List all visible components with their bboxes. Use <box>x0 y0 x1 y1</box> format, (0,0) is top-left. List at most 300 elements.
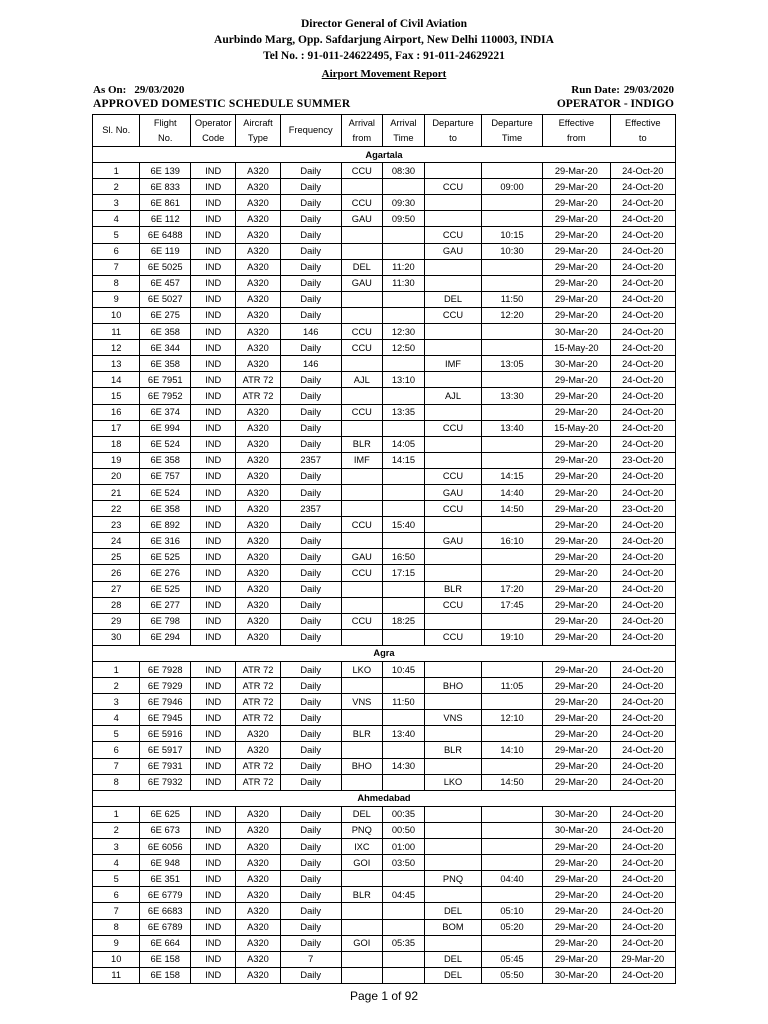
col-frequency-cell: Daily <box>280 388 341 404</box>
col-departure-time-cell <box>481 806 542 822</box>
col-effective-to-cell: 24-Oct-20 <box>610 517 675 533</box>
col-effective-from-cell: 29-Mar-20 <box>543 195 610 211</box>
col-effective-to-cell: 24-Oct-20 <box>610 356 675 372</box>
table-row <box>93 871 676 887</box>
col-departure-to-cell <box>425 839 482 855</box>
col-aircraft-type-cell: A320 <box>236 919 280 935</box>
col-operator-code-cell: IND <box>191 533 236 549</box>
operator-label: OPERATOR - INDIGO <box>556 98 674 110</box>
col-flight-no-cell: 6E 524 <box>140 484 191 500</box>
col-departure-to-cell: CCU <box>425 597 482 613</box>
col-departure-time-header <box>481 115 542 147</box>
table-row <box>93 597 676 613</box>
col-departure-time-cell: 14:50 <box>481 774 542 790</box>
col-sl-no-cell: 10 <box>93 307 140 323</box>
col-aircraft-type-cell: A320 <box>236 468 280 484</box>
table-row <box>93 275 676 291</box>
col-arrival-from-cell <box>341 388 382 404</box>
table-row <box>93 436 676 452</box>
col-operator-code-cell: IND <box>191 291 236 307</box>
table-row <box>93 710 676 726</box>
col-departure-to-cell <box>425 662 482 678</box>
col-flight-no-cell: 6E 158 <box>140 967 191 983</box>
col-flight-no-cell: 6E 5027 <box>140 291 191 307</box>
col-aircraft-type-cell: A320 <box>236 340 280 356</box>
col-aircraft-type-cell: A320 <box>236 404 280 420</box>
col-departure-time-cell <box>481 324 542 340</box>
col-effective-from-cell: 29-Mar-20 <box>543 662 610 678</box>
table-row <box>93 340 676 356</box>
col-departure-to-cell: DEL <box>425 903 482 919</box>
col-departure-to-cell: DEL <box>425 967 482 983</box>
col-aircraft-type-cell: A320 <box>236 581 280 597</box>
col-frequency-cell: Daily <box>280 468 341 484</box>
col-aircraft-type-cell: A320 <box>236 452 280 468</box>
col-effective-from-cell: 29-Mar-20 <box>543 211 610 227</box>
col-arrival-time-cell <box>382 742 424 758</box>
col-arrival-time-cell <box>382 951 424 967</box>
col-aircraft-type-header <box>236 115 280 147</box>
col-effective-to-cell: 24-Oct-20 <box>610 581 675 597</box>
header-line: Operator <box>194 117 232 128</box>
col-flight-no-cell: 6E 119 <box>140 243 191 259</box>
col-operator-code-cell: IND <box>191 919 236 935</box>
col-effective-to-cell: 24-Oct-20 <box>610 388 675 404</box>
col-departure-to-cell: PNQ <box>425 871 482 887</box>
col-departure-time-cell <box>481 211 542 227</box>
col-departure-time-cell <box>481 517 542 533</box>
col-operator-code-cell: IND <box>191 259 236 275</box>
col-departure-to-cell <box>425 694 482 710</box>
table-row <box>93 259 676 275</box>
col-arrival-from-cell <box>341 501 382 517</box>
col-departure-to-cell: CCU <box>425 468 482 484</box>
col-flight-no-cell: 6E 351 <box>140 871 191 887</box>
col-arrival-time-cell <box>382 967 424 983</box>
col-departure-time-cell: 05:20 <box>481 919 542 935</box>
col-effective-from-cell: 29-Mar-20 <box>543 919 610 935</box>
col-aircraft-type-cell: A320 <box>236 887 280 903</box>
table-row <box>93 420 676 436</box>
col-arrival-time-cell: 11:20 <box>382 259 424 275</box>
as-on-value: 29/03/2020 <box>134 84 185 96</box>
col-operator-code-cell: IND <box>191 324 236 340</box>
col-effective-to-cell: 23-Oct-20 <box>610 452 675 468</box>
col-effective-to-cell: 24-Oct-20 <box>610 919 675 935</box>
col-departure-time-cell <box>481 195 542 211</box>
col-arrival-time-cell <box>382 710 424 726</box>
col-arrival-from-cell <box>341 903 382 919</box>
col-departure-time-cell: 16:10 <box>481 533 542 549</box>
col-arrival-time-cell: 13:35 <box>382 404 424 420</box>
col-effective-from-cell: 29-Mar-20 <box>543 629 610 645</box>
table-row <box>93 484 676 500</box>
col-sl-no-cell: 13 <box>93 356 140 372</box>
col-arrival-from-cell: DEL <box>341 806 382 822</box>
table-header-row <box>93 115 676 147</box>
run-date-value: 29/03/2020 <box>623 84 674 96</box>
col-sl-no-cell: 15 <box>93 388 140 404</box>
col-aircraft-type-cell: A320 <box>236 822 280 838</box>
col-frequency-cell: Daily <box>280 291 341 307</box>
col-effective-from-cell: 29-Mar-20 <box>543 758 610 774</box>
col-arrival-time-cell: 15:40 <box>382 517 424 533</box>
col-effective-from-cell: 29-Mar-20 <box>543 388 610 404</box>
col-aircraft-type-cell: A320 <box>236 597 280 613</box>
col-sl-no-cell: 8 <box>93 275 140 291</box>
col-aircraft-type-cell: A320 <box>236 855 280 871</box>
col-arrival-from-cell <box>341 710 382 726</box>
table-row <box>93 678 676 694</box>
table-row <box>93 388 676 404</box>
table-row <box>93 533 676 549</box>
col-effective-from-cell: 29-Mar-20 <box>543 484 610 500</box>
col-departure-to-cell <box>425 340 482 356</box>
col-effective-to-cell: 24-Oct-20 <box>610 565 675 581</box>
col-flight-no-cell: 6E 5916 <box>140 726 191 742</box>
col-operator-code-cell: IND <box>191 388 236 404</box>
col-departure-time-cell <box>481 259 542 275</box>
col-departure-to-cell <box>425 855 482 871</box>
col-arrival-from-cell: CCU <box>341 517 382 533</box>
col-flight-no-cell: 6E 374 <box>140 404 191 420</box>
col-arrival-time-cell <box>382 468 424 484</box>
col-effective-from-cell: 29-Mar-20 <box>543 243 610 259</box>
col-departure-time-cell: 05:50 <box>481 967 542 983</box>
col-arrival-from-cell: CCU <box>341 195 382 211</box>
col-frequency-cell: 146 <box>280 356 341 372</box>
table-row <box>93 967 676 983</box>
col-departure-time-cell <box>481 935 542 951</box>
col-frequency-cell: Daily <box>280 163 341 179</box>
col-aircraft-type-cell: ATR 72 <box>236 710 280 726</box>
col-effective-from-cell: 29-Mar-20 <box>543 726 610 742</box>
col-effective-from-cell: 29-Mar-20 <box>543 694 610 710</box>
col-departure-to-cell <box>425 806 482 822</box>
col-arrival-time-cell <box>382 179 424 195</box>
col-departure-to-cell: DEL <box>425 291 482 307</box>
col-arrival-from-cell: GAU <box>341 549 382 565</box>
col-flight-no-cell: 6E 5025 <box>140 259 191 275</box>
col-arrival-from-cell <box>341 179 382 195</box>
col-departure-to-cell <box>425 935 482 951</box>
section-row <box>93 790 676 806</box>
col-arrival-from-cell <box>341 629 382 645</box>
col-sl-no-cell: 27 <box>93 581 140 597</box>
col-aircraft-type-cell: A320 <box>236 565 280 581</box>
col-arrival-from-cell <box>341 307 382 323</box>
col-effective-from-cell: 29-Mar-20 <box>543 307 610 323</box>
col-sl-no-cell: 3 <box>93 839 140 855</box>
col-operator-code-cell: IND <box>191 501 236 517</box>
table-row <box>93 694 676 710</box>
col-aircraft-type-cell: A320 <box>236 291 280 307</box>
header-line: Effective <box>558 117 595 128</box>
col-operator-code-cell: IND <box>191 597 236 613</box>
col-effective-from-cell: 29-Mar-20 <box>543 774 610 790</box>
col-sl-no-cell: 12 <box>93 340 140 356</box>
col-effective-to-cell: 24-Oct-20 <box>610 195 675 211</box>
col-effective-to-cell: 24-Oct-20 <box>610 597 675 613</box>
header-line: Effective <box>625 117 661 128</box>
col-effective-from-cell: 29-Mar-20 <box>543 887 610 903</box>
col-arrival-time-cell: 09:30 <box>382 195 424 211</box>
col-sl-no-cell: 1 <box>93 662 140 678</box>
col-effective-from-cell: 29-Mar-20 <box>543 501 610 517</box>
col-frequency-cell: Daily <box>280 629 341 645</box>
col-departure-to-cell <box>425 211 482 227</box>
col-sl-no-cell: 6 <box>93 243 140 259</box>
col-operator-code-cell: IND <box>191 581 236 597</box>
col-departure-to-cell: GAU <box>425 484 482 500</box>
col-sl-no-header <box>93 115 140 147</box>
col-effective-to-cell: 24-Oct-20 <box>610 839 675 855</box>
col-frequency-cell: Daily <box>280 517 341 533</box>
table-row <box>93 179 676 195</box>
col-frequency-cell: Daily <box>280 484 341 500</box>
col-frequency-cell: Daily <box>280 710 341 726</box>
col-departure-to-cell <box>425 372 482 388</box>
col-aircraft-type-cell: A320 <box>236 517 280 533</box>
col-frequency-cell: Daily <box>280 919 341 935</box>
col-sl-no-cell: 4 <box>93 211 140 227</box>
col-effective-to-cell: 24-Oct-20 <box>610 678 675 694</box>
col-operator-code-cell: IND <box>191 710 236 726</box>
table-row <box>93 404 676 420</box>
col-departure-to-cell: LKO <box>425 774 482 790</box>
col-arrival-from-cell: LKO <box>341 662 382 678</box>
col-arrival-time-cell <box>382 291 424 307</box>
col-arrival-from-cell: BLR <box>341 436 382 452</box>
col-effective-from-cell: 29-Mar-20 <box>543 565 610 581</box>
col-flight-no-cell: 6E 158 <box>140 951 191 967</box>
col-operator-code-cell: IND <box>191 678 236 694</box>
col-arrival-from-cell: BLR <box>341 726 382 742</box>
col-arrival-from-cell <box>341 967 382 983</box>
col-departure-time-cell: 12:10 <box>481 710 542 726</box>
col-effective-from-cell: 30-Mar-20 <box>543 806 610 822</box>
col-sl-no-cell: 24 <box>93 533 140 549</box>
section-row <box>93 645 676 661</box>
header-line: Code <box>202 132 225 143</box>
col-operator-code-cell: IND <box>191 758 236 774</box>
col-sl-no-cell: 21 <box>93 484 140 500</box>
col-operator-code-cell: IND <box>191 613 236 629</box>
col-frequency-cell: Daily <box>280 243 341 259</box>
col-frequency-cell: Daily <box>280 726 341 742</box>
col-arrival-time-cell <box>382 871 424 887</box>
col-flight-no-cell: 6E 7929 <box>140 678 191 694</box>
col-operator-code-cell: IND <box>191 774 236 790</box>
col-effective-from-cell: 29-Mar-20 <box>543 903 610 919</box>
col-departure-to-cell <box>425 436 482 452</box>
col-frequency-cell: Daily <box>280 533 341 549</box>
col-departure-to-cell <box>425 452 482 468</box>
col-effective-to-cell: 24-Oct-20 <box>610 404 675 420</box>
col-arrival-time-cell: 00:50 <box>382 822 424 838</box>
col-flight-no-cell: 6E 5917 <box>140 742 191 758</box>
col-frequency-cell: Daily <box>280 613 341 629</box>
col-departure-to-cell <box>425 887 482 903</box>
col-operator-code-cell: IND <box>191 822 236 838</box>
col-aircraft-type-cell: ATR 72 <box>236 662 280 678</box>
col-arrival-from-cell: CCU <box>341 404 382 420</box>
as-on-label: As On: <box>93 84 127 96</box>
col-arrival-time-header <box>382 115 424 147</box>
col-arrival-from-cell: PNQ <box>341 822 382 838</box>
col-arrival-from-cell: CCU <box>341 163 382 179</box>
header-line: Departure <box>491 117 533 128</box>
col-arrival-time-cell: 11:30 <box>382 275 424 291</box>
col-arrival-from-cell <box>341 243 382 259</box>
col-arrival-time-cell: 17:15 <box>382 565 424 581</box>
col-sl-no-cell: 1 <box>93 806 140 822</box>
header-line: Time <box>393 132 414 143</box>
col-operator-code-cell: IND <box>191 372 236 388</box>
table-row <box>93 629 676 645</box>
col-effective-from-cell: 29-Mar-20 <box>543 710 610 726</box>
col-aircraft-type-cell: A320 <box>236 903 280 919</box>
col-operator-code-cell: IND <box>191 565 236 581</box>
table-row <box>93 307 676 323</box>
col-departure-to-cell <box>425 758 482 774</box>
col-departure-time-cell: 10:30 <box>481 243 542 259</box>
movement-table <box>92 114 676 984</box>
col-departure-to-cell: GAU <box>425 533 482 549</box>
col-departure-time-cell <box>481 452 542 468</box>
col-arrival-time-cell <box>382 501 424 517</box>
col-flight-no-cell: 6E 7945 <box>140 710 191 726</box>
col-departure-time-cell: 09:00 <box>481 179 542 195</box>
col-effective-to-cell: 24-Oct-20 <box>610 855 675 871</box>
col-frequency-cell: Daily <box>280 565 341 581</box>
col-flight-no-cell: 6E 7932 <box>140 774 191 790</box>
col-departure-to-cell <box>425 404 482 420</box>
col-arrival-from-cell <box>341 597 382 613</box>
col-effective-to-cell: 29-Mar-20 <box>610 951 675 967</box>
col-effective-to-header <box>610 115 675 147</box>
col-frequency-cell: Daily <box>280 211 341 227</box>
col-frequency-cell: Daily <box>280 275 341 291</box>
col-frequency-cell: 146 <box>280 324 341 340</box>
section-row <box>93 147 676 163</box>
col-effective-to-cell: 24-Oct-20 <box>610 806 675 822</box>
table-row <box>93 501 676 517</box>
col-arrival-time-cell: 13:40 <box>382 726 424 742</box>
col-operator-code-cell: IND <box>191 356 236 372</box>
col-departure-time-cell <box>481 404 542 420</box>
header-line: Aircraft <box>243 117 273 128</box>
col-effective-from-cell: 29-Mar-20 <box>543 372 610 388</box>
col-frequency-cell: Daily <box>280 259 341 275</box>
col-sl-no-cell: 9 <box>93 291 140 307</box>
col-sl-no-cell: 11 <box>93 967 140 983</box>
col-sl-no-cell: 30 <box>93 629 140 645</box>
col-arrival-time-cell <box>382 484 424 500</box>
col-effective-to-cell: 24-Oct-20 <box>610 726 675 742</box>
col-flight-no-cell: 6E 673 <box>140 822 191 838</box>
col-aircraft-type-cell: A320 <box>236 871 280 887</box>
header-line: from <box>567 132 586 143</box>
col-departure-time-cell <box>481 839 542 855</box>
col-effective-to-cell: 24-Oct-20 <box>610 307 675 323</box>
col-departure-to-cell: CCU <box>425 629 482 645</box>
col-arrival-from-cell: CCU <box>341 340 382 356</box>
col-frequency-cell: Daily <box>280 662 341 678</box>
col-effective-from-cell: 29-Mar-20 <box>543 951 610 967</box>
col-departure-time-cell: 14:10 <box>481 742 542 758</box>
col-flight-no-cell: 6E 664 <box>140 935 191 951</box>
col-flight-no-cell: 6E 524 <box>140 436 191 452</box>
col-departure-time-cell <box>481 372 542 388</box>
col-departure-time-cell: 14:15 <box>481 468 542 484</box>
col-aircraft-type-cell: A320 <box>236 533 280 549</box>
table-row <box>93 806 676 822</box>
col-arrival-time-cell: 00:35 <box>382 806 424 822</box>
col-arrival-time-cell <box>382 629 424 645</box>
col-departure-to-cell: CCU <box>425 227 482 243</box>
col-effective-to-cell: 24-Oct-20 <box>610 340 675 356</box>
col-frequency-header <box>280 115 341 147</box>
col-departure-to-cell <box>425 613 482 629</box>
col-departure-time-cell <box>481 758 542 774</box>
col-effective-to-cell: 24-Oct-20 <box>610 211 675 227</box>
page-number: Page 1 of 92 <box>349 989 419 1003</box>
col-operator-code-cell: IND <box>191 420 236 436</box>
col-effective-to-cell: 23-Oct-20 <box>610 501 675 517</box>
col-arrival-time-cell: 03:50 <box>382 855 424 871</box>
col-effective-from-cell: 30-Mar-20 <box>543 822 610 838</box>
col-aircraft-type-cell: A320 <box>236 420 280 436</box>
section-name: Agartala <box>93 147 676 163</box>
col-aircraft-type-cell: A320 <box>236 726 280 742</box>
table-row <box>93 581 676 597</box>
col-sl-no-cell: 23 <box>93 517 140 533</box>
table-row <box>93 758 676 774</box>
col-flight-no-header <box>140 115 191 147</box>
col-arrival-from-cell <box>341 742 382 758</box>
col-departure-to-cell <box>425 324 482 340</box>
col-departure-to-cell: VNS <box>425 710 482 726</box>
col-operator-code-cell: IND <box>191 935 236 951</box>
col-arrival-time-cell <box>382 227 424 243</box>
col-arrival-from-header <box>341 115 382 147</box>
col-frequency-cell: Daily <box>280 597 341 613</box>
col-effective-to-cell: 24-Oct-20 <box>610 871 675 887</box>
col-departure-time-cell: 13:30 <box>481 388 542 404</box>
col-departure-to-cell: CCU <box>425 179 482 195</box>
col-effective-from-cell: 29-Mar-20 <box>543 597 610 613</box>
col-aircraft-type-cell: A320 <box>236 275 280 291</box>
col-departure-to-cell <box>425 549 482 565</box>
col-departure-time-cell: 19:10 <box>481 629 542 645</box>
col-operator-code-cell: IND <box>191 163 236 179</box>
col-flight-no-cell: 6E 994 <box>140 420 191 436</box>
col-effective-from-cell: 29-Mar-20 <box>543 839 610 855</box>
col-departure-time-cell: 17:20 <box>481 581 542 597</box>
col-operator-code-cell: IND <box>191 227 236 243</box>
col-effective-to-cell: 24-Oct-20 <box>610 243 675 259</box>
table-row <box>93 855 676 871</box>
col-effective-to-cell: 24-Oct-20 <box>610 935 675 951</box>
col-departure-time-cell <box>481 694 542 710</box>
col-effective-to-cell: 24-Oct-20 <box>610 967 675 983</box>
col-effective-to-cell: 24-Oct-20 <box>610 324 675 340</box>
col-operator-code-cell: IND <box>191 211 236 227</box>
col-aircraft-type-cell: ATR 72 <box>236 774 280 790</box>
col-effective-to-cell: 24-Oct-20 <box>610 484 675 500</box>
header-line: No. <box>158 132 173 143</box>
